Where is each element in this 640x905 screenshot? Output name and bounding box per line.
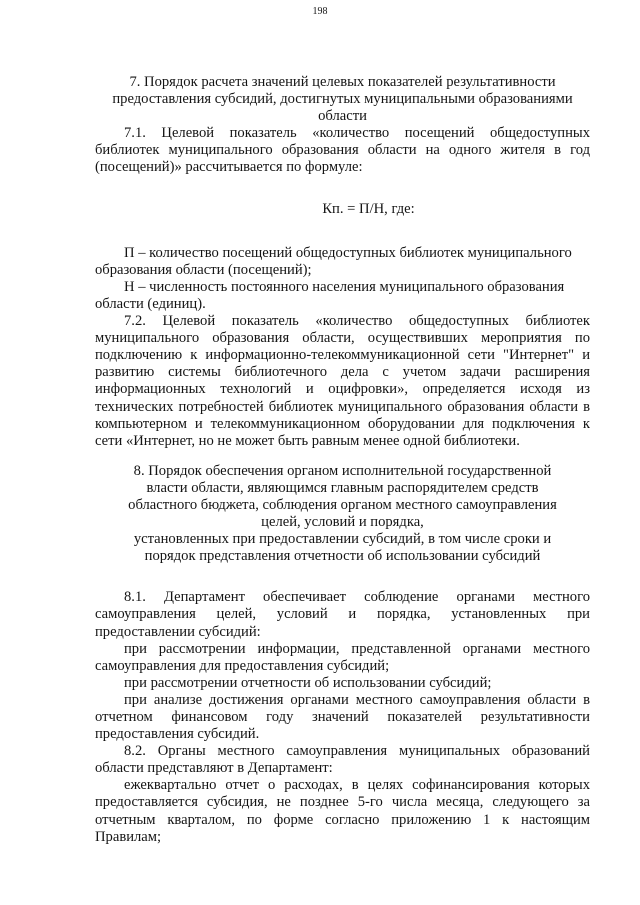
heading-line: власти области, являющимся главным распорядителем средств: [146, 479, 539, 496]
paragraph-8-1-item: при анализе достижения органами местного самоуправления области в отчетном финансовом году значений показателей результативности предоставления субсидий.: [95, 691, 590, 743]
heading-line: 8. Порядок обеспечения органом исполнительной государственной: [133, 462, 552, 479]
definition-p: [95, 245, 590, 279]
definition-line: образования области (посещений);: [95, 261, 312, 278]
heading-line: порядок представления отчетности об использовании субсидий: [144, 548, 541, 565]
heading-line: областного бюджета, соблюдения органом местного самоуправления: [128, 496, 557, 513]
heading-line: установленных при предоставлении субсидий, в том числе сроки и: [133, 531, 552, 548]
heading-line: области: [318, 108, 367, 125]
heading-line: предоставления субсидий, достигнутых муниципальными образованиями: [112, 91, 573, 108]
section-8-heading: [95, 463, 590, 566]
heading-line: 7. Порядок расчета значений целевых показателей результативности: [129, 74, 556, 90]
definition-line: П – количество посещений общедоступных библиотек муниципального: [124, 244, 572, 261]
formula: Кп. = П/Н, где:: [322, 200, 415, 217]
document-body: [95, 74, 590, 846]
paragraph-8-2: 8.2. Органы местного самоуправления муниципальных образований области представляют в Департамент:: [95, 743, 590, 777]
paragraph-7-1: 7.1. Целевой показатель «количество посещений общедоступных библиотек муниципального образования области на одного жителя в год (посещений)» рассчитывается по формуле:: [95, 125, 590, 176]
paragraph-8-1: 8.1. Департамент обеспечивает соблюдение органами местного самоуправления целей, условий и порядка, установленных при предоставлении субсидий:: [95, 589, 590, 640]
definition-line: области (единиц).: [95, 295, 206, 312]
page-number: 198: [312, 6, 328, 17]
definition-line: Н – численность постоянного населения муниципального образования: [124, 278, 565, 295]
paragraph-8-1-item: при рассмотрении отчетности об использовании субсидий;: [124, 674, 492, 691]
definition-n: [95, 279, 590, 313]
heading-line: целей, условий и порядка,: [261, 514, 424, 531]
paragraph-7-2: 7.2. Целевой показатель «количество общедоступных библиотек муниципального образования области, осуществивших мероприятия по подключению к информационно-телекоммуникационной сети "Интернет" и развитию системы библиотечного дела с учетом задачи расширения информационных технологий и оцифровки», определяется исходя из технических потребностей библиотек муниципального образования области в компьютерном и телекоммуникационном оборудовании для подключения к сети «Интернет, но не может быть равным менее одной библиотеки.: [95, 313, 590, 449]
section-7-heading: [95, 74, 590, 125]
paragraph-8-2-item: ежеквартально отчет о расходах, в целях софинансирования которых предоставляется субсидия, не позднее 5-го числа месяца, следующего за отчетным кварталом, по форме согласно приложению 1 к настоящим Правилам;: [95, 777, 590, 845]
paragraph-8-1-item: при рассмотрении информации, представленной органами местного самоуправления для предоставления субсидий;: [95, 640, 590, 674]
